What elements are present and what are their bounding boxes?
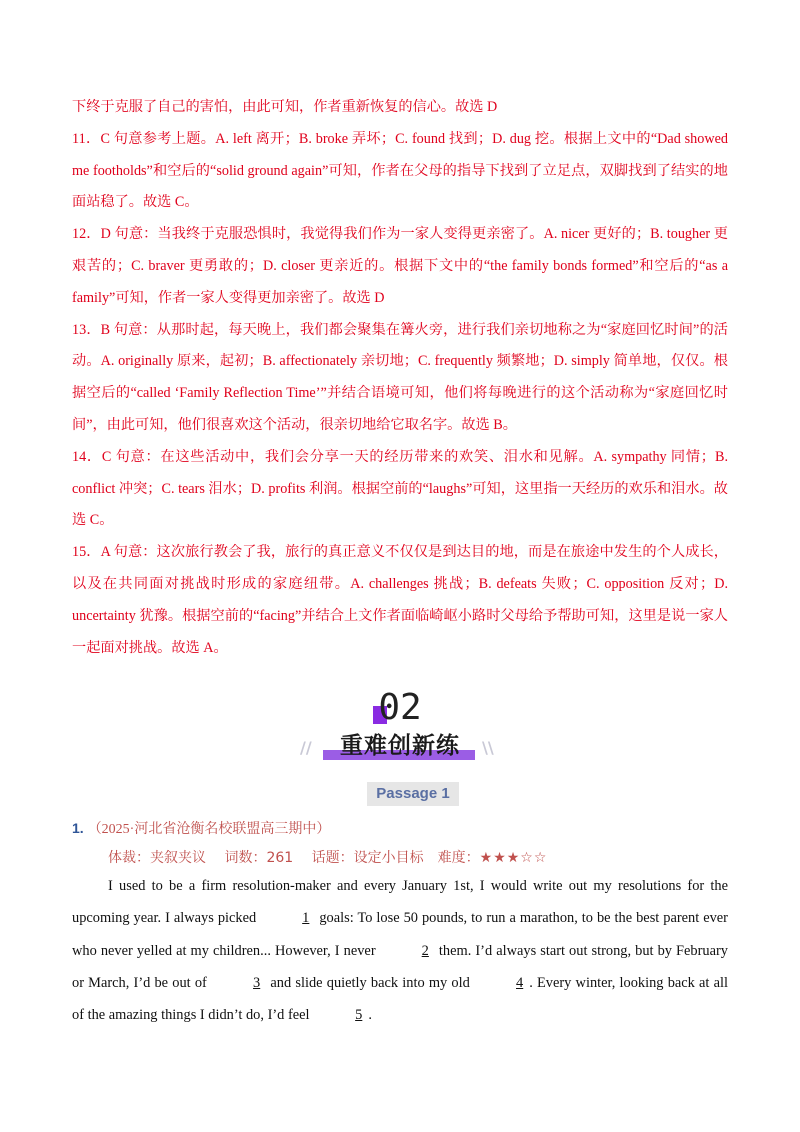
passage-paragraph [72,870,728,1031]
answer-14: 14．C 句意：在这些活动中，我们会分享一天的经历带来的欢笑、泪水和见解。A. sympathy 同情；B. conflict 冲突；C. tears 泪水；D. profits 利润。根据空前的“laughs”可知，这里指一天经历的欢乐和泪水。故选 C。 [72,448,728,529]
meta-word-count: 词数：261 [224,850,294,866]
blank-1: 1 [302,910,310,927]
meta-difficulty: 难度： [437,850,480,866]
section-title: 重难创新练 [340,733,460,759]
blank-2: 2 [421,942,429,959]
answer-15: 15．A 句意：这次旅行教会了我，旅行的真正意义不仅仅是到达目的地，而是在旅途中发生的个人成长，以及在共同面对挑战时形成的家庭纽带。A. challenges 挑战；B. defeats 失败；C. opposition 反对；D. uncertainty 犹豫。根据空前的“facing”并结合上文作者面临崎岖小路时父母给予帮助可知，这里是说一家人一起面对挑战。故选 A。 [72,544,728,656]
passage-meta [108,848,547,868]
answer-13: 13．B 句意：从那时起，每天晚上，我们都会聚集在篝火旁，进行我们亲切地称之为“家庭回忆时间”的活动。A. originally 原来，起初；B. affectionately 亲切地；C. frequently 频繁地；D. simply 简单地，仅仅。根据空后的“called ‘Family Reflection Time’”并结合语境可知，他们将每晚进行的这个活动称为“家庭回忆时间”，由此可知，他们很喜欢这个活动，很亲切地给它取名字。故选 B。 [72,321,728,433]
passage-text: I used to be a firm resolution-maker and every January 1st, I would write out my resolutions for the upcoming year. I always picked [72,878,728,927]
question-source: （2025·河北省沧衡名校联盟高三期中） [87,822,331,837]
question-header [72,818,330,840]
passage-text: . [368,1007,372,1024]
answer-continuation: 下终于克服了自己的害怕，由此可知，作者重新恢复的信心。故选 D [72,99,498,115]
passage-text: goals: To lose 50 pounds, to run a marathon, to be the best parent ever who never yelled at my children... However, I never [72,910,728,959]
passage-text: . Every winter, looking back at all of the amazing things I didn’t do, I’d feel [72,974,729,1024]
answer-11: 11．C 句意参考上题。A. left 离开；B. broke 弄坏；C. found 找到；D. dug 挖。根据上文中的“Dad showed me footholds”和空后的“solid ground again”可知，作者在父母的指导下找到了立足点，双脚找到了结实的地面站稳了。故选 C。 [72,130,728,211]
blank-4: 4 [516,974,524,991]
slash-decoration-left: // [300,738,312,757]
difficulty-stars: ★★★☆☆ [479,850,548,866]
section-header [0,688,800,768]
passage-label: Passage 1 [367,782,459,806]
passage-text: them. I’d always start out strong, but by February or March, I’d be out of [72,942,728,991]
question-number: 1. [72,820,84,836]
section-title-banner [311,732,489,760]
answer-12: 12．D 句意：当我终于克服恐惧时，我觉得我们作为一家人变得更亲密了。A. nicer 更好的；B. tougher 更艰苦的；C. braver 更勇敢的；D. closer 更亲近的。根据下文中的“the family bonds formed”和空后的“as a family”可知，作者一家人变得更加亲密了。故选 D [72,226,728,306]
passage-text: and slide quietly back into my old [266,974,475,991]
slash-decoration-right: \\ [482,738,494,757]
section-number-text: 02 [378,687,422,728]
section-number [0,688,800,728]
answer-explanations [72,92,728,664]
meta-topic: 话题：设定小目标 [311,850,424,866]
passage-body [72,870,728,1031]
blank-3: 3 [253,974,261,991]
blank-5: 5 [355,1007,363,1024]
meta-genre: 体裁：夹叙夹议 [108,850,206,866]
